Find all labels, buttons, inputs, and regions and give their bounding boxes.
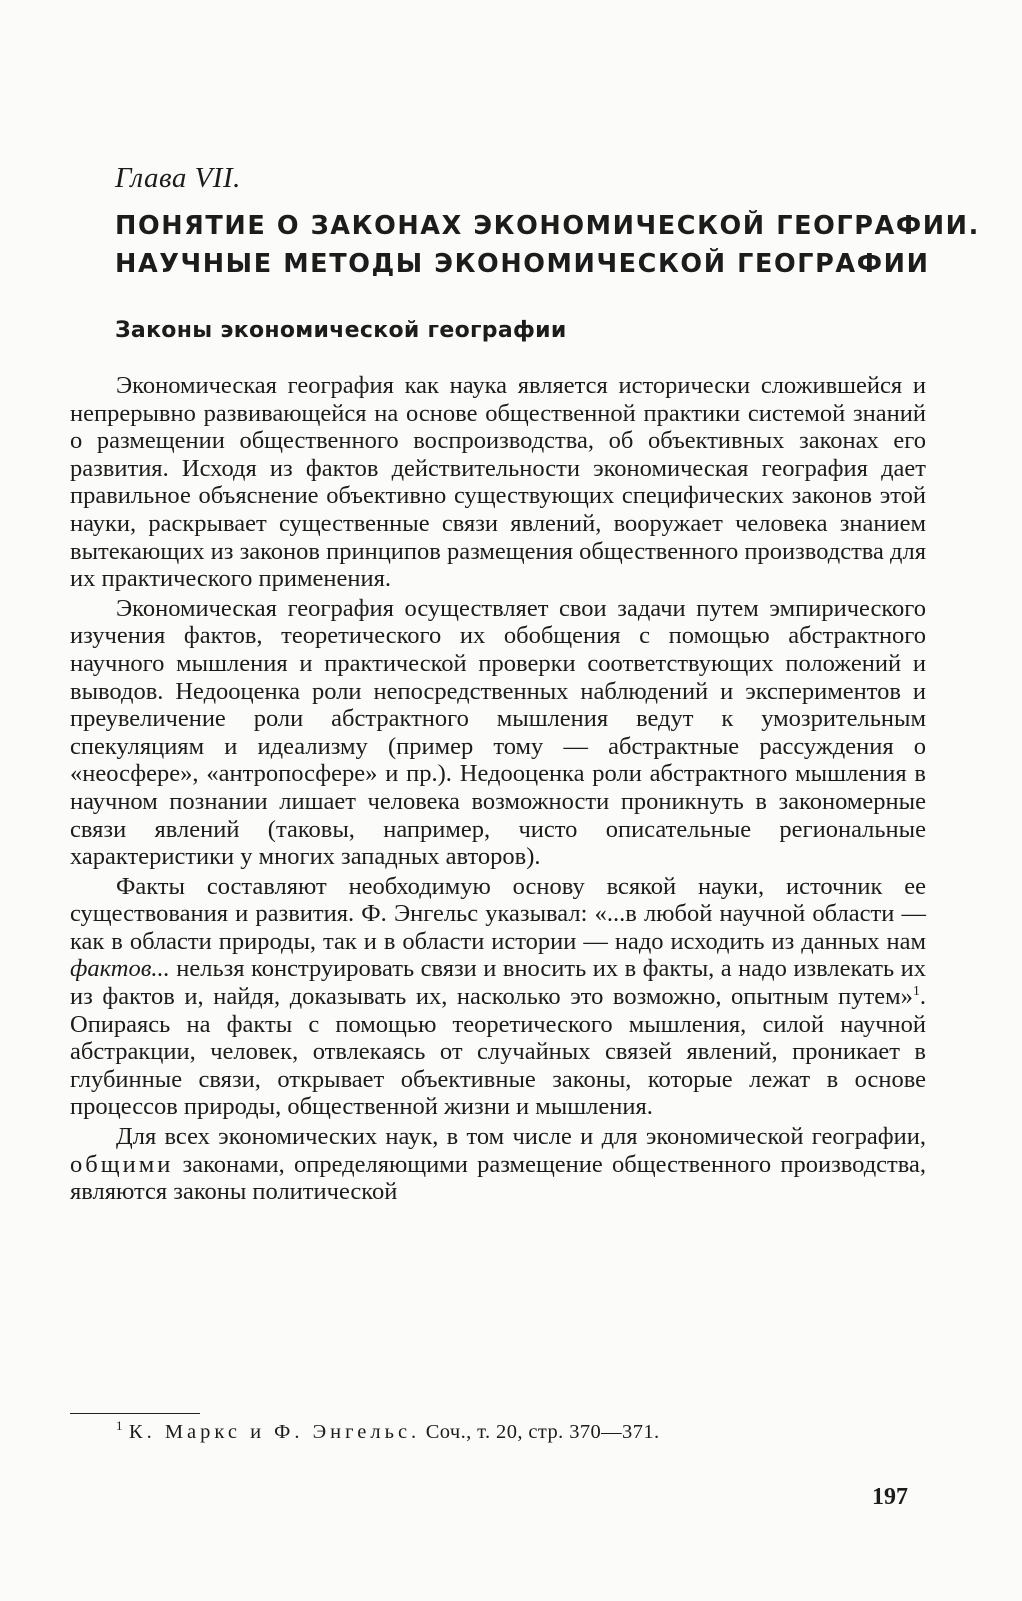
footnote-reference: 1 bbox=[912, 983, 920, 999]
footnote-mark: 1 bbox=[116, 1418, 123, 1433]
paragraph-3-text-a: Факты составляют необходимую основу всякой науки, источник ее существования и развития. Ф. Энгельс указывал: «...в любой научной области — как в области природы, так и в области истории — надо исходить из данных нам bbox=[70, 872, 926, 955]
paragraph-2: Экономическая география осуществляет свои задачи путем эмпирического изучения фактов, теоретического их обобщения с помощью абстрактного научного мышления и практической проверки соответствующих положений и выводов. Недооценка роли непосредственных наблюдений и экспериментов и преувеличение роли абстрактного мышления ведут к умозрительным спекуляциям и идеализму (пример тому — абстрактные рассуждения о «неосфере», «антропосфере» и пр.). Недооценка роли абстрактного мышления в научном познании лишает человека возможности проникнуть в закономерные связи явлений (таковы, например, чисто описательные региональные характеристики у многих западных авторов). bbox=[70, 594, 926, 871]
paragraph-4-text-a: Для всех экономических наук, в том числе и для экономической географии, bbox=[116, 1123, 926, 1151]
paragraph-3-text-b: нельзя конструировать связи и вносить их в факты, а надо извлекать их из фактов и, найдя, доказывать их, насколько это возможно, опытным путем» bbox=[70, 955, 926, 1011]
paragraph-3 bbox=[70, 873, 926, 1121]
chapter-title-line-2: НАУЧНЫЕ МЕТОДЫ ЭКОНОМИЧЕСКОЙ ГЕОГРАФИИ bbox=[115, 249, 930, 279]
paragraph-4 bbox=[70, 1123, 926, 1206]
chapter-title bbox=[115, 207, 980, 283]
paragraph-4-spaced-word: общими bbox=[70, 1150, 174, 1178]
page-number: 197 bbox=[872, 1484, 908, 1510]
paragraph-3-italic: фактов... bbox=[70, 955, 170, 983]
paragraph-3-text-c: . Опираясь на факты с помощью теоретического мышления, силой научной абстракции, человек, отвлекаясь от случайных связей явлений, проникает в глубинные связи, открывает объективные законы, которые лежат в основе процессов природы, общественной жизни и мышления. bbox=[70, 983, 926, 1121]
paragraph-4-text-b: законами, определяющими размещение общественного производства, являются законы политической bbox=[70, 1150, 926, 1206]
chapter-title-line-1: ПОНЯТИЕ О ЗАКОНАХ ЭКОНОМИЧЕСКОЙ ГЕОГРАФИИ. bbox=[115, 211, 980, 241]
footnote-source: Соч., т. 20, стр. 370—371. bbox=[425, 1420, 660, 1443]
paragraph-1: Экономическая география как наука является исторически сложившейся и непрерывно развивающейся на основе общественной практики системой знаний о размещении общественного воспроизводства, об объективных законах его развития. Исходя из фактов действительности экономическая география дает правильное объяснение объективно существующих специфических законов этой науки, раскрывает существенные связи явлений, вооружает человека знанием вытекающих из законов принципов размещения общественного производства для их практического применения. bbox=[70, 372, 926, 593]
footnote bbox=[116, 1418, 660, 1444]
chapter-label: Глава VII. bbox=[115, 162, 241, 194]
footnote-author: К. Маркс и Ф. Энгельс. bbox=[128, 1420, 421, 1443]
footnote-divider bbox=[70, 1413, 200, 1414]
body-text bbox=[70, 372, 926, 1208]
section-heading: Законы экономической географии bbox=[115, 318, 567, 343]
